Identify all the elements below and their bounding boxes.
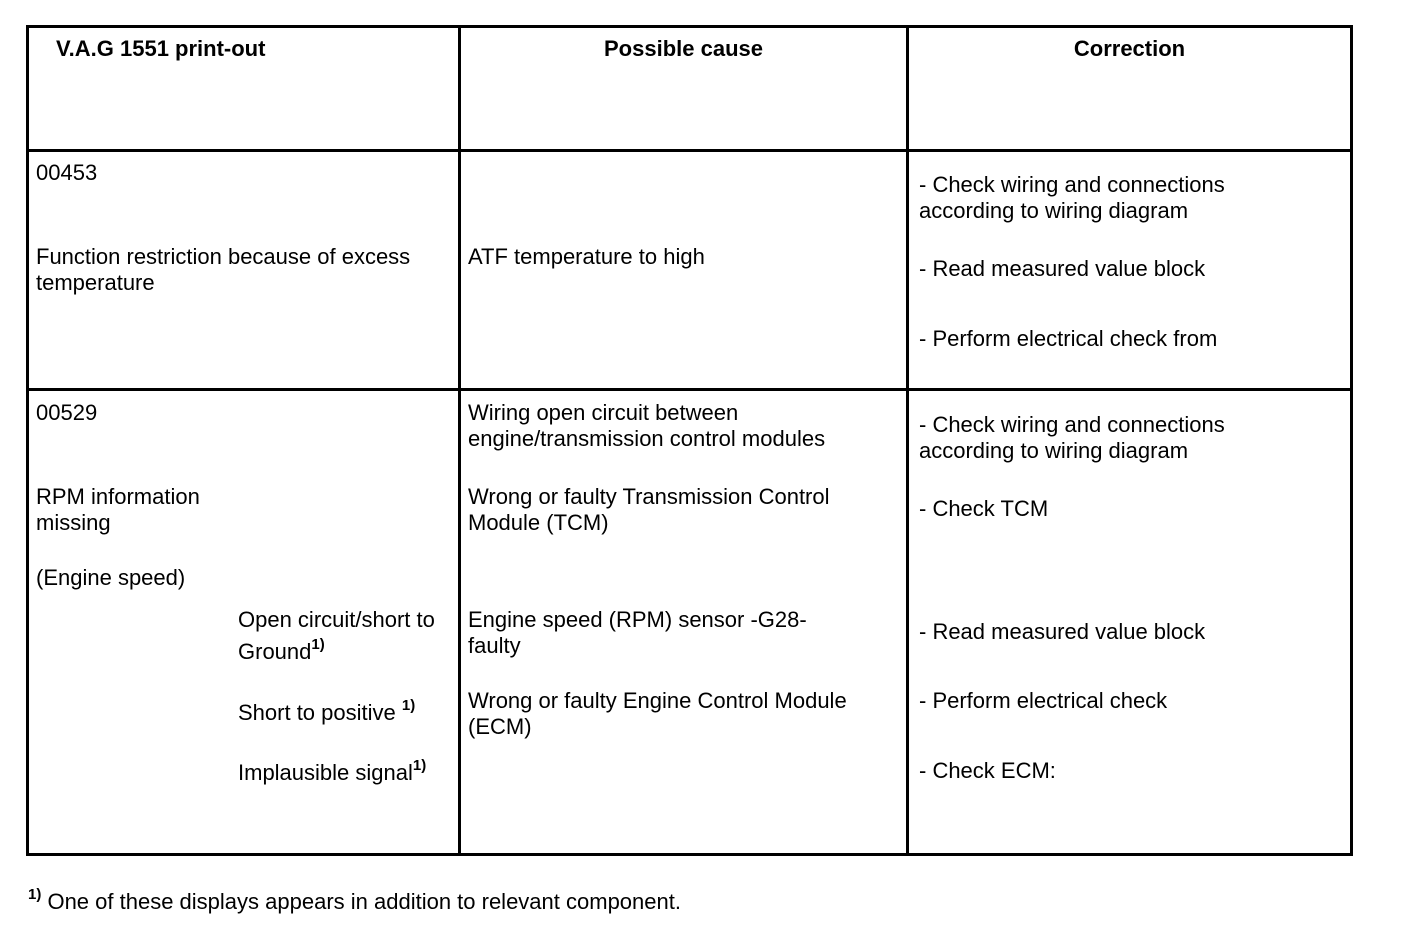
- footnote-text: One of these displays appears in addition to relevant component.: [41, 889, 681, 914]
- row2-fault-1-line1: Open circuit/short to: [238, 607, 435, 632]
- row2-cause-2-line2: Module (TCM): [468, 510, 609, 535]
- row2-correction-1-line2: according to wiring diagram: [919, 438, 1189, 463]
- row1-code: 00453: [36, 160, 98, 185]
- row2-fault-1-line2: [238, 635, 325, 665]
- table-border-top: [26, 25, 1353, 28]
- header-correction: Correction: [1073, 36, 1186, 61]
- row2-cause-1-line2: engine/transmission control modules: [468, 426, 826, 451]
- table-border-header-bottom: [26, 149, 1353, 152]
- footnote: [28, 885, 681, 915]
- row2-note: (Engine speed): [36, 565, 186, 590]
- row1-description-line1: Function restriction because of excess: [36, 244, 411, 269]
- row2-cause-3-line2: faulty: [468, 633, 521, 658]
- table-border-bottom: [26, 853, 1353, 856]
- row2-description-line2: missing: [36, 510, 111, 535]
- row1-description-line2: temperature: [36, 270, 155, 295]
- row2-fault-2: [238, 696, 416, 726]
- row2-fault-1-text: Ground: [238, 639, 312, 664]
- footnote-ref: 1): [401, 696, 416, 714]
- row1-correction-2: - Read measured value block: [919, 256, 1206, 281]
- row2-correction-5: - Check ECM:: [919, 758, 1056, 783]
- table-border-right: [1350, 25, 1353, 856]
- row2-description-line1: RPM information: [36, 484, 200, 509]
- footnote-marker: 1): [28, 885, 42, 903]
- row2-correction-4: - Perform electrical check: [919, 688, 1168, 713]
- row2-fault-2-text: Short to positive: [238, 700, 402, 725]
- row1-cause: ATF temperature to high: [468, 244, 705, 269]
- row2-fault-3-text: Implausible signal: [238, 760, 413, 785]
- row2-correction-1-line1: - Check wiring and connections: [919, 412, 1225, 437]
- row2-cause-4-line1: Wrong or faulty Engine Control Module: [468, 688, 847, 713]
- row1-correction-3: - Perform electrical check from: [919, 326, 1218, 351]
- row2-cause-4-line2: (ECM): [468, 714, 532, 739]
- row2-code: 00529: [36, 400, 98, 425]
- row1-correction-1-line2: according to wiring diagram: [919, 198, 1189, 223]
- row2-cause-3-line1: Engine speed (RPM) sensor -G28-: [468, 607, 807, 632]
- row2-fault-3: [238, 756, 427, 786]
- row2-cause-2-line1: Wrong or faulty Transmission Control: [468, 484, 830, 509]
- footnote-ref: 1): [412, 756, 427, 774]
- header-printout: V.A.G 1551 print-out: [56, 36, 266, 61]
- row2-correction-3: - Read measured value block: [919, 619, 1206, 644]
- header-possible-cause: Possible cause: [604, 36, 763, 61]
- footnote-ref: 1): [311, 635, 325, 653]
- row2-correction-2: - Check TCM: [919, 496, 1049, 521]
- table-border-col2: [906, 25, 909, 856]
- table-border-row1-bottom: [26, 388, 1353, 391]
- table-border-col1: [458, 25, 461, 856]
- table-border-left: [26, 25, 29, 856]
- row2-cause-1-line1: Wiring open circuit between: [468, 400, 739, 425]
- row1-correction-1-line1: - Check wiring and connections: [919, 172, 1225, 197]
